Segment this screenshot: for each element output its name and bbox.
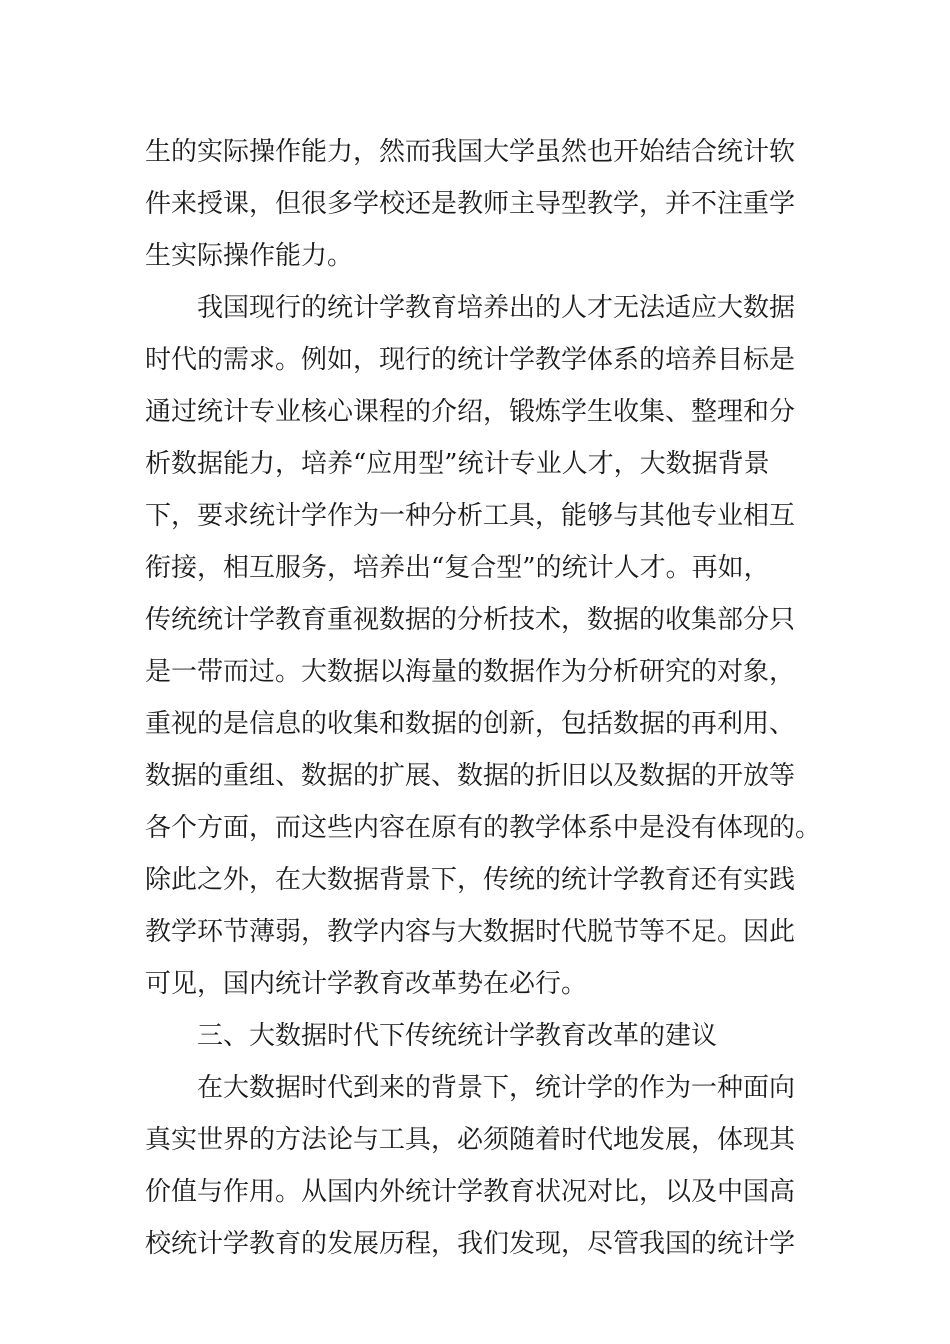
text-line: 除此之外，在大数据背景下，传统的统计学教育还有实践 bbox=[145, 865, 796, 895]
text-line: 是一带而过。大数据以海量的数据作为分析研究的对象， bbox=[145, 657, 796, 687]
text-line: 衔接，相互服务，培养出“复合型”的统计人才。再如， bbox=[145, 553, 770, 583]
text-line: 价值与作用。从国内外统计学教育状况对比，以及中国高 bbox=[145, 1177, 796, 1207]
text-line: 通过统计专业核心课程的介绍，锻炼学生收集、整理和分 bbox=[145, 397, 796, 427]
body-text bbox=[145, 126, 822, 1270]
text-line: 重视的是信息的收集和数据的创新，包括数据的再利用、 bbox=[145, 709, 796, 739]
text-line: 时代的需求。例如，现行的统计学教学体系的培养目标是 bbox=[145, 345, 796, 375]
section-heading: 三、大数据时代下传统统计学教育改革的建议 bbox=[197, 1021, 718, 1051]
text-line: 我国现行的统计学教育培养出的人才无法适应大数据 bbox=[197, 293, 796, 323]
text-line: 生的实际操作能力，然而我国大学虽然也开始结合统计软 bbox=[145, 137, 796, 167]
text-line: 下，要求统计学作为一种分析工具，能够与其他专业相互 bbox=[145, 501, 796, 531]
text-line: 在大数据时代到来的背景下，统计学的作为一种面向 bbox=[197, 1073, 796, 1103]
text-line: 教学环节薄弱，教学内容与大数据时代脱节等不足。因此 bbox=[145, 917, 796, 947]
text-line: 件来授课，但很多学校还是教师主导型教学，并不注重学 bbox=[145, 189, 796, 219]
text-line: 生实际操作能力。 bbox=[145, 241, 354, 271]
text-line: 数据的重组、数据的扩展、数据的折旧以及数据的开放等 bbox=[145, 761, 796, 791]
text-line: 析数据能力，培养“应用型”统计专业人才，大数据背景 bbox=[145, 449, 770, 479]
text-line: 可见，国内统计学教育改革势在必行。 bbox=[145, 969, 588, 999]
text-line: 真实世界的方法论与工具，必须随着时代地发展，体现其 bbox=[145, 1125, 796, 1155]
text-line: 传统统计学教育重视数据的分析技术，数据的收集部分只 bbox=[145, 605, 796, 635]
text-line: 各个方面，而这些内容在原有的教学体系中是没有体现的。 bbox=[145, 813, 822, 843]
text-line: 校统计学教育的发展历程，我们发现，尽管我国的统计学 bbox=[145, 1229, 796, 1259]
